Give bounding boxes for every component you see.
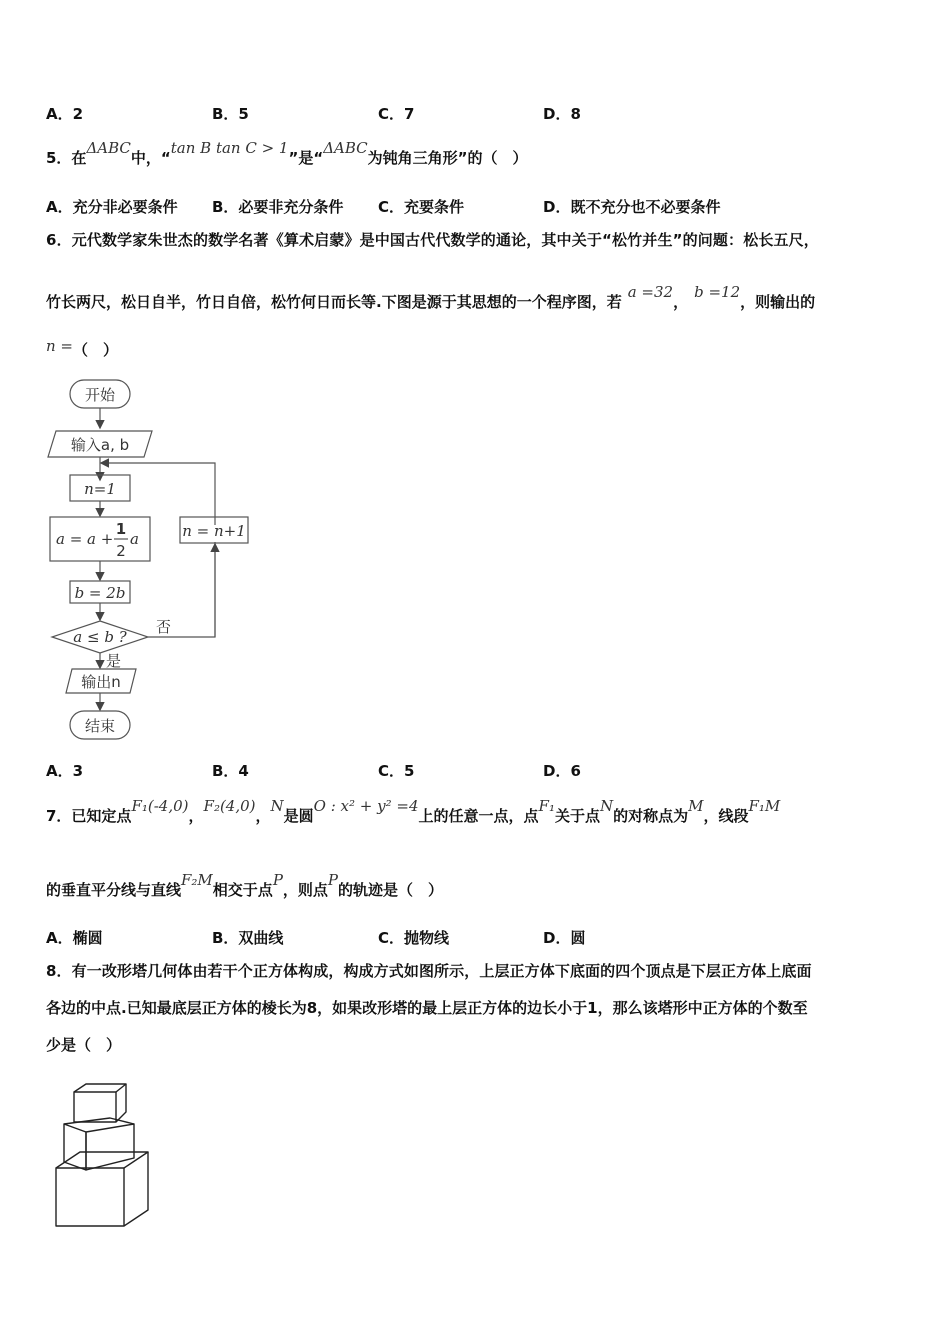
q6-option-d[interactable]: D．6 xyxy=(543,762,581,780)
flow-n-increment-label: n = n+1 xyxy=(182,522,246,540)
q5-option-a[interactable]: A．充分非必要条件 xyxy=(46,198,178,216)
middle-cube-side xyxy=(86,1124,134,1170)
q5-stem xyxy=(46,139,528,168)
bottom-cube-front xyxy=(56,1168,124,1226)
q6-stem-line2 xyxy=(46,283,816,312)
q7-option-a[interactable]: A．椭圆 xyxy=(46,929,103,947)
q6-flowchart xyxy=(40,375,280,745)
q7-point-p: P xyxy=(327,871,339,889)
q5-text: 为钝角三角形”的（ ） xyxy=(367,149,528,167)
q7-point-f1: F₁ xyxy=(538,797,555,815)
q4-option-b[interactable]: B．5 xyxy=(212,105,249,123)
flow-end-label: 结束 xyxy=(84,717,116,735)
q4-option-a[interactable]: A．2 xyxy=(46,105,84,123)
q7-segment-f1m: F₁M xyxy=(748,797,781,815)
q7-circle-eq: O : x² + y² =4 xyxy=(313,797,419,815)
q7-point-f1: F₁(-4,0) xyxy=(131,797,189,815)
q7-text: 的对称点为 xyxy=(613,807,689,825)
q6-text: ， xyxy=(673,293,689,311)
q7-text: 的轨迹是（ ） xyxy=(338,881,444,899)
q7-point-m: M xyxy=(688,797,704,815)
q8-cube-tower-figure xyxy=(50,1080,160,1230)
flow-yes-label: 是 xyxy=(106,652,122,670)
top-cube-top xyxy=(74,1084,126,1092)
q6-b-value: b =12 xyxy=(694,283,741,301)
flow-input-label: 输入a, b xyxy=(70,436,130,454)
q6-text: 竹长两尺，松日自半，竹日自倍，松竹何日而长等.下图是源于其思想的一个程序图，若 xyxy=(46,293,622,311)
flow-a-update-den: 2 xyxy=(116,542,126,560)
q6-a-value: a =32 xyxy=(627,283,674,301)
q7-line-f2m: F₂M xyxy=(181,871,213,889)
q7-point-n: N xyxy=(270,797,284,815)
q6-option-b[interactable]: B．4 xyxy=(212,762,249,780)
middle-cube-front xyxy=(64,1124,86,1170)
flow-a-update-rhs: a xyxy=(130,530,139,548)
bottom-cube-side xyxy=(124,1152,148,1226)
q7-text: 的垂直平分线与直线 xyxy=(46,881,182,899)
flow-condition-label: a ≤ b ? xyxy=(73,628,127,646)
q5-option-b[interactable]: B．必要非充分条件 xyxy=(212,198,344,216)
q5-number: 5．在 xyxy=(46,149,87,167)
q6-n-label: n = xyxy=(46,337,73,355)
q7-stem-line1 xyxy=(46,797,781,826)
q5-triangle: ΔABC xyxy=(86,139,131,157)
flow-output-label: 输出n xyxy=(81,673,121,691)
q7-point-f2: F₂(4,0) xyxy=(203,797,256,815)
q6-text: ，则输出的 xyxy=(740,293,816,311)
q4-option-c[interactable]: C．7 xyxy=(378,105,415,123)
q7-text: 是圆 xyxy=(283,807,314,825)
flow-a-update-num: 1 xyxy=(115,520,127,538)
flow-n-init-label: n=1 xyxy=(84,480,116,498)
q7-stem-line2 xyxy=(46,871,444,900)
q8-stem-line2: 各边的中点.已知最底层正方体的棱长为8，如果改形塔的最上层正方体的边长小于1，那么该塔形中正方体的个数至 xyxy=(46,999,808,1017)
q7-text: 7．已知定点 xyxy=(46,807,132,825)
top-cube-side xyxy=(116,1084,126,1122)
q8-stem-line1: 8．有一改形塔几何体由若干个正方体构成，构成方式如图所示，上层正方体下底面的四个顶点是下层正方体上底面 xyxy=(46,962,812,980)
q7-option-d[interactable]: D．圆 xyxy=(543,929,586,947)
q7-option-c[interactable]: C．抛物线 xyxy=(378,929,450,947)
q5-condition: tan B tan C > 1 xyxy=(170,139,289,157)
q7-point-p: P xyxy=(272,871,283,889)
q5-option-c[interactable]: C．充要条件 xyxy=(378,198,465,216)
q7-text: ， xyxy=(188,807,204,825)
q5-option-d[interactable]: D．既不充分也不必要条件 xyxy=(543,198,721,216)
q4-option-d[interactable]: D．8 xyxy=(543,105,581,123)
q7-point-n: N xyxy=(599,797,614,815)
flow-start-label: 开始 xyxy=(84,386,116,404)
q8-stem-line3: 少是（ ） xyxy=(46,1036,122,1054)
q7-text: 关于点 xyxy=(554,807,600,825)
q7-text: ，线段 xyxy=(703,807,749,825)
q5-text: 中，“ xyxy=(130,149,171,167)
q6-option-c[interactable]: C．5 xyxy=(378,762,415,780)
q6-stem-line3 xyxy=(46,337,119,360)
q7-text: 相交于点 xyxy=(212,881,273,899)
q6-option-a[interactable]: A．3 xyxy=(46,762,84,780)
q7-text: ， xyxy=(255,807,271,825)
flow-no-label: 否 xyxy=(156,618,172,636)
flow-b-update-label: b = 2b xyxy=(74,584,126,602)
q7-option-b[interactable]: B．双曲线 xyxy=(212,929,284,947)
q7-text: 上的任意一点，点 xyxy=(418,807,539,825)
q7-text: ，则点 xyxy=(282,881,328,899)
q6-text: （ ） xyxy=(73,341,119,359)
q5-text: ”是“ xyxy=(288,149,324,167)
q6-stem-line1: 6．元代数学家朱世杰的数学名著《算术启蒙》是中国古代代数学的通论，其中关于“松竹并生”的问题：松长五尺， xyxy=(46,231,819,249)
q5-triangle: ΔABC xyxy=(323,139,368,157)
flow-a-update-lhs: a = a + xyxy=(56,530,114,548)
